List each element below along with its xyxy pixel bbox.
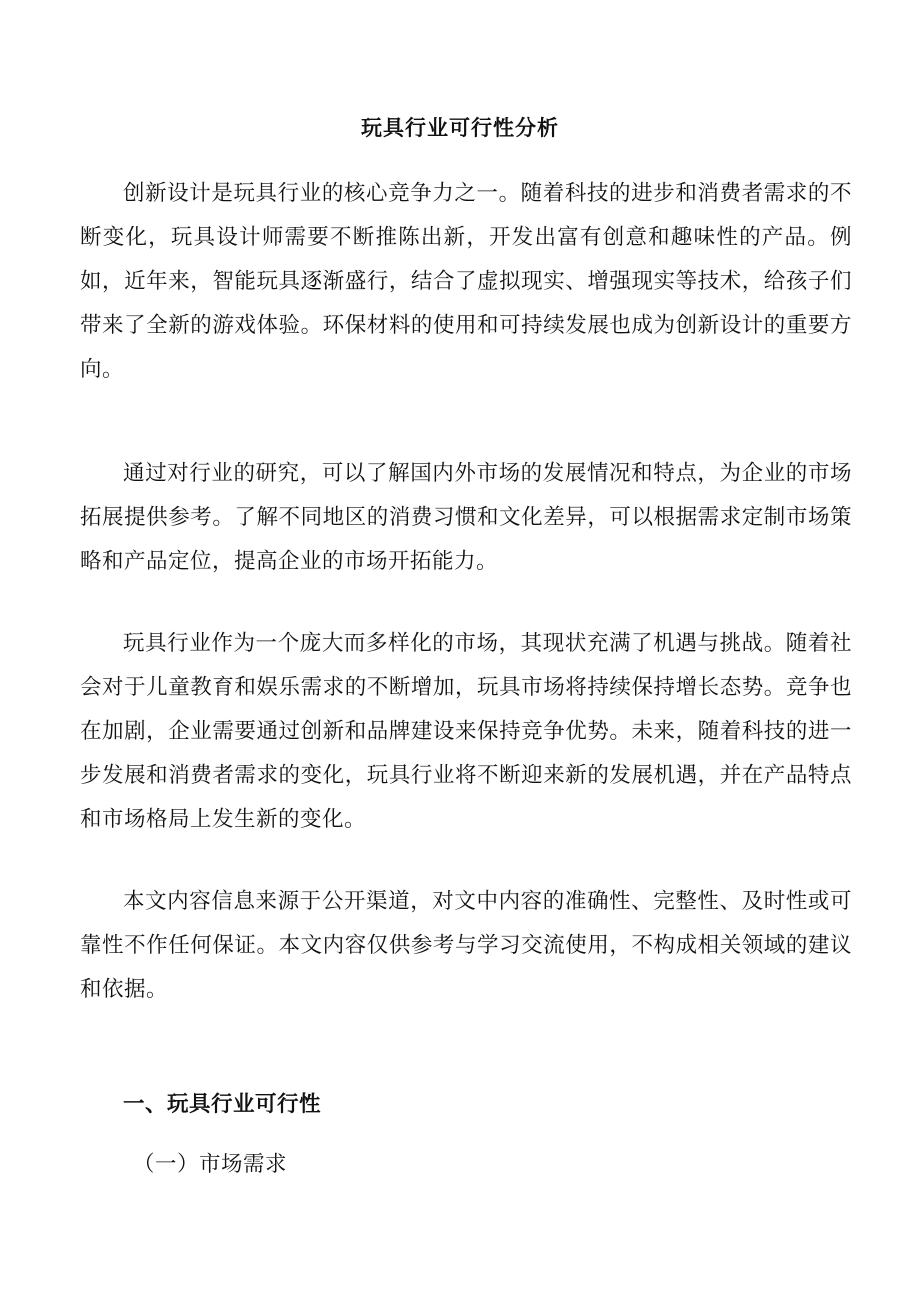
paragraph-innovation-design: 创新设计是玩具行业的核心竞争力之一。随着科技的进步和消费者需求的不断变化，玩具设计师需要不断推陈出新，开发出富有创意和趣味性的产品。例如，近年来，智能玩具逐渐盛行，结合了虚拟现实、增强现实等技术，给孩子们带来了全新的游戏体验。环保材料的使用和可持续发展也成为创新设计的重要方向。 bbox=[80, 181, 852, 382]
paragraph-disclaimer: 本文内容信息来源于公开渠道，对文中内容的准确性、完整性、及时性或可靠性不作任何保证。本文内容仅供参考与学习交流使用，不构成相关领域的建议和依据。 bbox=[80, 889, 852, 1002]
paragraph-industry-research: 通过对行业的研究，可以了解国内外市场的发展情况和特点，为企业的市场拓展提供参考。了解不同地区的消费习惯和文化差异，可以根据需求定制市场策略和产品定位，提高企业的市场开拓能力。 bbox=[80, 461, 852, 574]
paragraph-market-status: 玩具行业作为一个庞大而多样化的市场，其现状充满了机遇与挑战。随着社会对于儿童教育和娱乐需求的不断增加，玩具市场将持续保持增长态势。竞争也在加剧，企业需要通过创新和品牌建设来保持竞争优势。未来，随着科技的进一步发展和消费者需求的变化，玩具行业将不断迎来新的发展机遇，并在产品特点和市场格局上发生新的变化。 bbox=[80, 631, 852, 832]
section-heading: 一、玩具行业可行性 bbox=[123, 1092, 322, 1117]
document-title: 玩具行业可行性分析 bbox=[361, 115, 559, 140]
subsection-heading: （一）市场需求 bbox=[133, 1152, 288, 1177]
